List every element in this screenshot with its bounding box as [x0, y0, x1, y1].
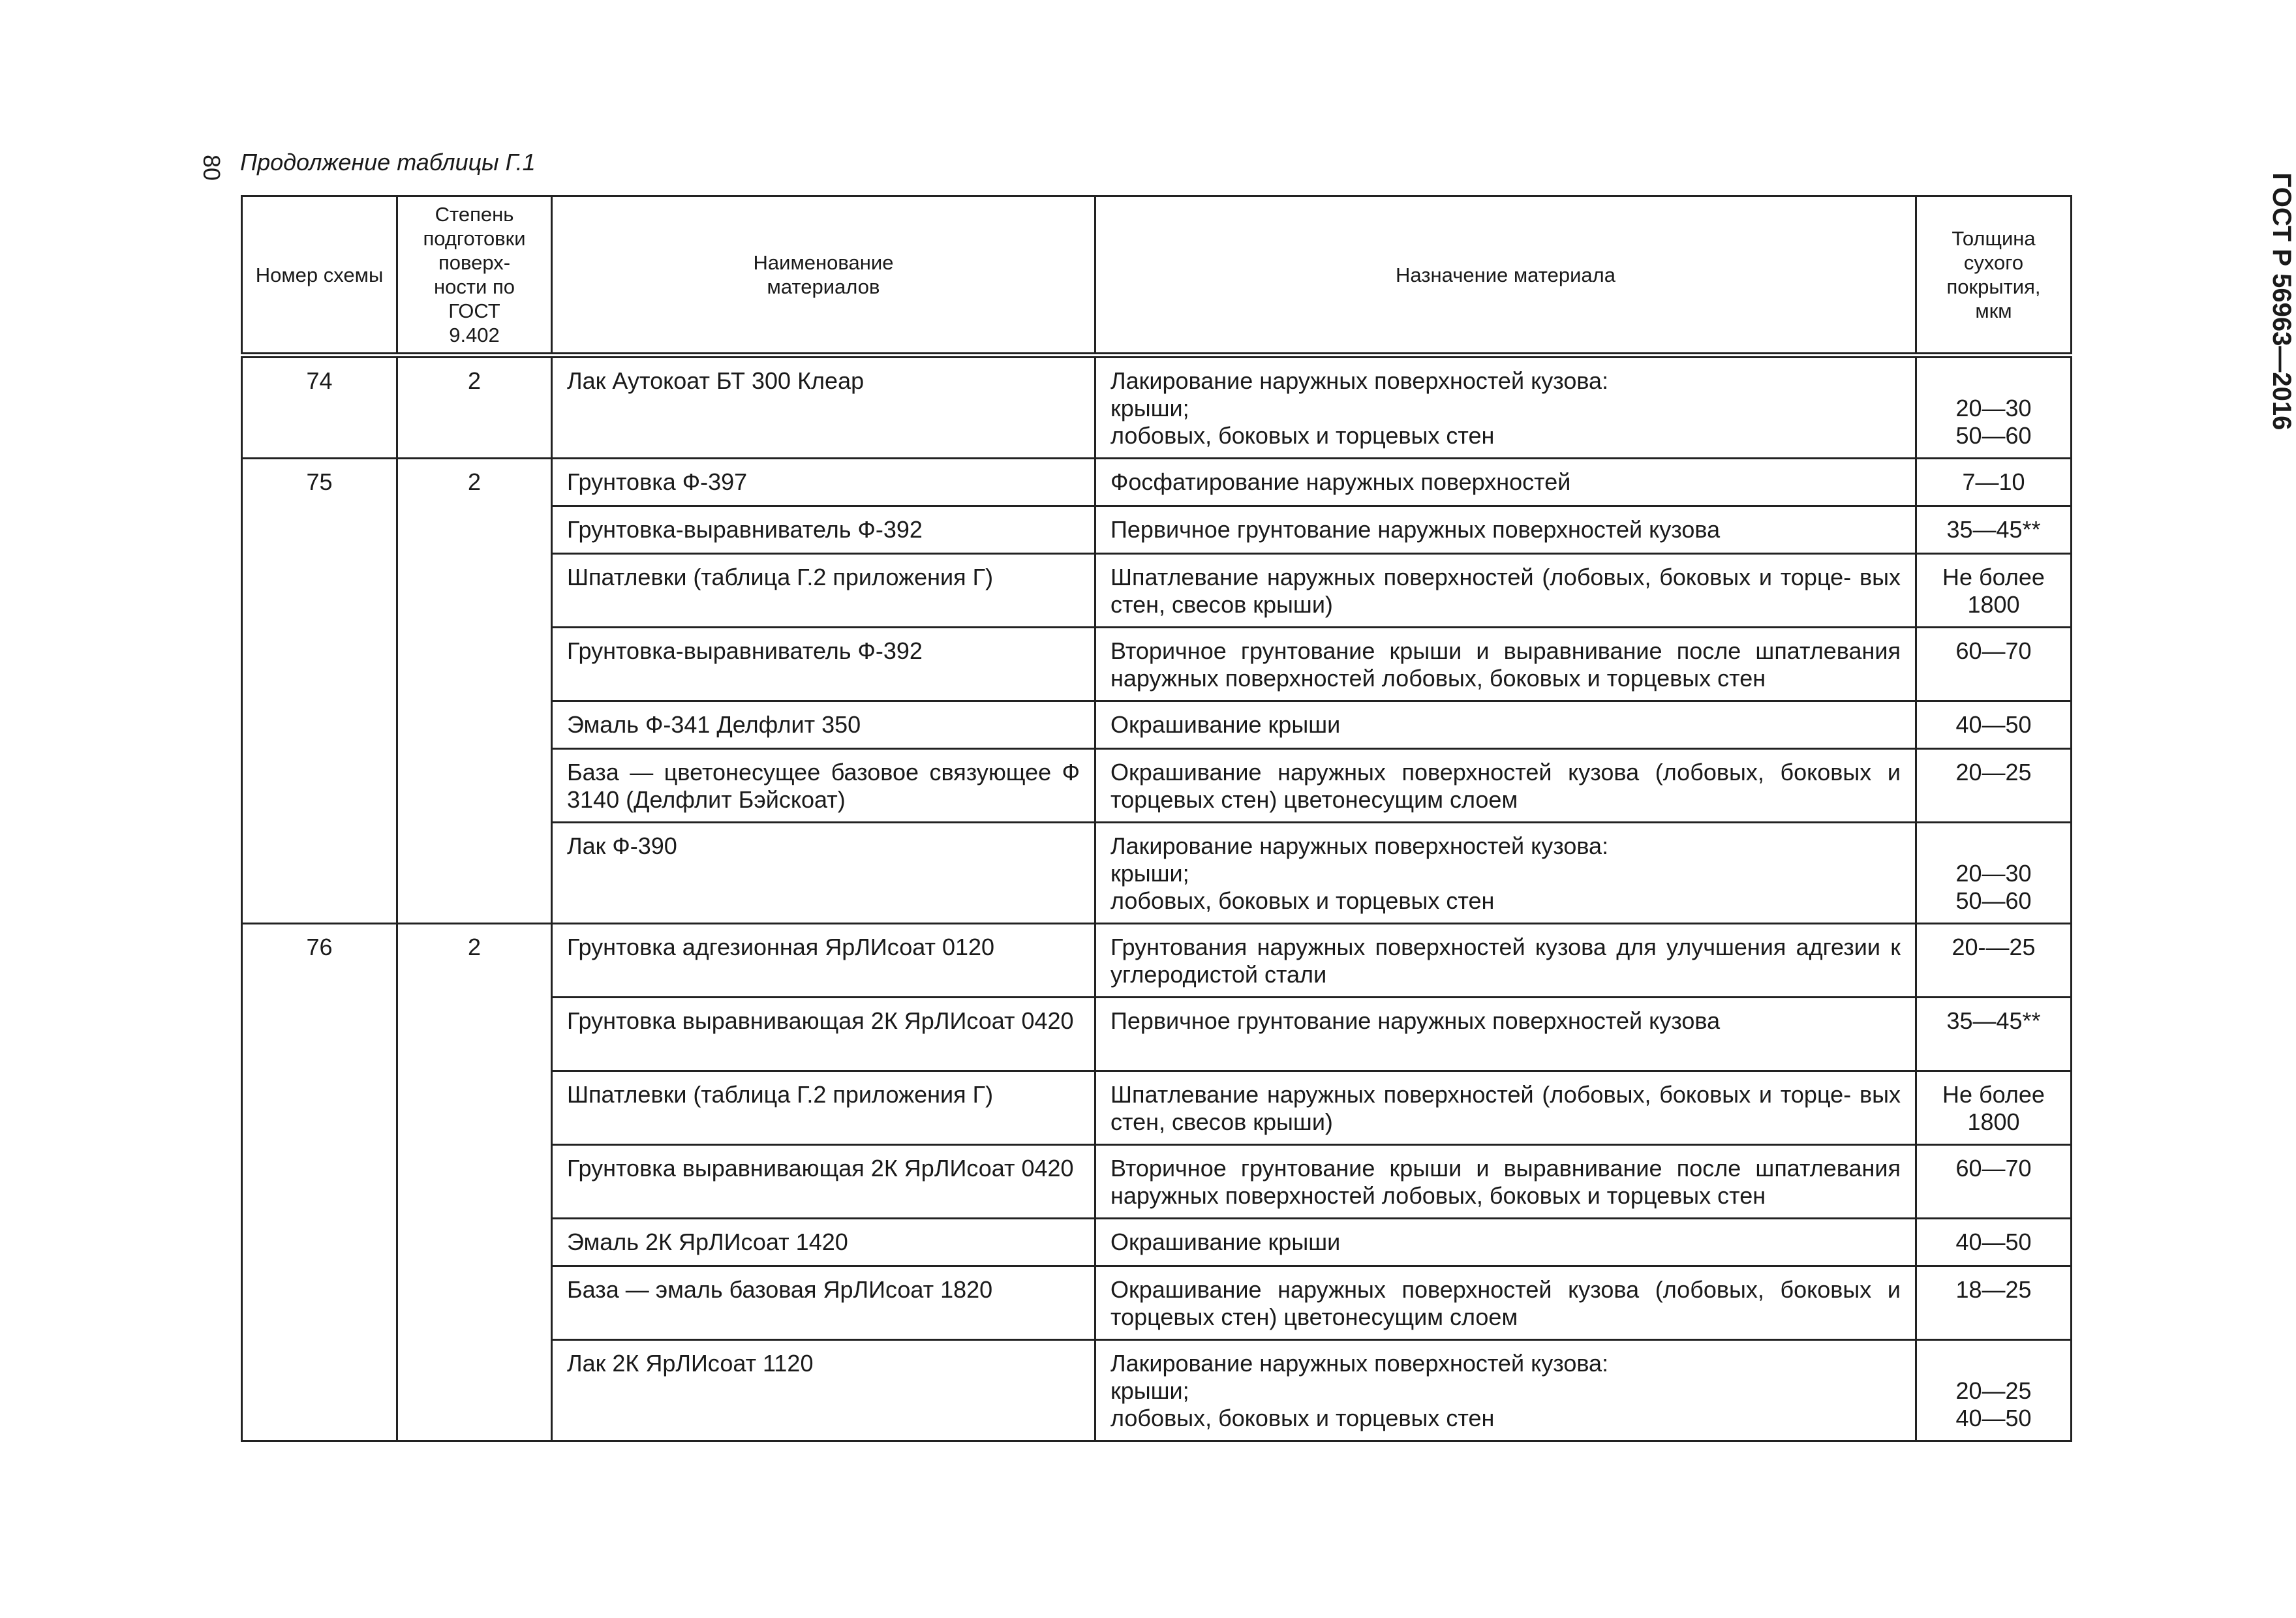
scheme-number-cell: 74 — [242, 356, 397, 459]
material-cell: Грунтовка Ф-397 — [552, 459, 1095, 506]
purpose-cell: Окрашивание крыши — [1095, 701, 1916, 749]
prep-degree-cell: 2 — [397, 924, 552, 1441]
header-scheme-number: Номер схемы — [242, 196, 397, 356]
thickness-cell: 18—25 — [1916, 1266, 2072, 1340]
scheme-number-cell: 75 — [242, 459, 397, 924]
purpose-cell: Вторичное грунтование крыши и выравнивание после шпатлевания наружных поверхностей лобовых, боковых и торцевых стен — [1095, 628, 1916, 701]
page-number: 80 — [198, 154, 226, 181]
material-cell: Шпатлевки (таблица Г.2 приложения Г) — [552, 1071, 1095, 1145]
material-cell: Лак Аутокоат БТ 300 Клеар — [552, 356, 1095, 459]
material-cell: Эмаль 2К ЯрЛИсоат 1420 — [552, 1219, 1095, 1266]
purpose-line: крыши; — [1110, 1377, 1189, 1404]
thickness-cell — [1916, 356, 2072, 459]
table-row — [242, 924, 2072, 998]
thickness-cell: 40—50 — [1916, 701, 2072, 749]
thickness-cell: 40—50 — [1916, 1219, 2072, 1266]
thickness-cell: 7—10 — [1916, 459, 2072, 506]
purpose-line: лобовых, боковых и торцевых стен — [1110, 422, 1495, 449]
thickness-line: 20—30 — [1955, 860, 2032, 887]
materials-table — [241, 195, 2072, 1442]
thickness-cell: Не более 1800 — [1916, 1071, 2072, 1145]
thickness-cell — [1916, 1340, 2072, 1441]
purpose-line: Лакирование наружных поверхностей кузова: — [1110, 1350, 1609, 1377]
thickness-cell: Не более 1800 — [1916, 554, 2072, 628]
purpose-line: крыши; — [1110, 395, 1189, 421]
table-caption: Продолжение таблицы Г.1 — [240, 149, 536, 176]
purpose-cell: Первичное грунтование наружных поверхностей кузова — [1095, 506, 1916, 554]
material-cell: Лак Ф-390 — [552, 823, 1095, 924]
thickness-line: 20—30 — [1955, 395, 2032, 421]
table-row — [242, 459, 2072, 506]
material-cell: Лак 2К ЯрЛИсоат 1120 — [552, 1340, 1095, 1441]
purpose-line: крыши; — [1110, 860, 1189, 887]
purpose-line: лобовых, боковых и торцевых стен — [1110, 1405, 1495, 1431]
purpose-cell: Грунтования наружных поверхностей кузова для улучшения адгезии к углеродистой стали — [1095, 924, 1916, 998]
purpose-cell: Фосфатирование наружных поверхностей — [1095, 459, 1916, 506]
header-surface-prep: Степень подготовки поверх- ности по ГОСТ 9.402 — [397, 196, 552, 356]
thickness-line: 50—60 — [1955, 887, 2032, 914]
purpose-line: Лакирование наружных поверхностей кузова: — [1110, 832, 1609, 859]
thickness-cell: 35—45** — [1916, 998, 2072, 1071]
table-header-row — [242, 196, 2072, 356]
material-cell: База — цветонесущее базовое связующее Ф 3140 (Делфлит Бэйскоат) — [552, 749, 1095, 823]
purpose-cell — [1095, 356, 1916, 459]
thickness-cell: 60—70 — [1916, 628, 2072, 701]
prep-degree-cell: 2 — [397, 356, 552, 459]
material-cell: Грунтовка выравнивающая 2К ЯрЛИсоат 0420 — [552, 1145, 1095, 1219]
purpose-cell — [1095, 823, 1916, 924]
purpose-cell: Шпатлевание наружных поверхностей (лобовых, боковых и торце- вых стен, свесов крыши) — [1095, 554, 1916, 628]
header-material-name: Наименование материалов — [552, 196, 1095, 356]
purpose-cell: Окрашивание наружных поверхностей кузова (лобовых, боковых и торцевых стен) цветонесущим слоем — [1095, 1266, 1916, 1340]
thickness-cell: 35—45** — [1916, 506, 2072, 554]
material-cell: Грунтовка выравнивающая 2К ЯрЛИсоат 0420 — [552, 998, 1095, 1071]
purpose-cell — [1095, 1340, 1916, 1441]
material-cell: База — эмаль базовая ЯрЛИсоат 1820 — [552, 1266, 1095, 1340]
thickness-cell: 20—25 — [1916, 749, 2072, 823]
header-dry-thickness: Толщина сухого покрытия, мкм — [1916, 196, 2072, 356]
purpose-cell: Окрашивание крыши — [1095, 1219, 1916, 1266]
material-cell: Грунтовка-выравниватель Ф-392 — [552, 628, 1095, 701]
prep-degree-cell: 2 — [397, 459, 552, 924]
thickness-cell: 60—70 — [1916, 1145, 2072, 1219]
purpose-cell: Шпатлевание наружных поверхностей (лобовых, боковых и торце- вых стен, свесов крыши) — [1095, 1071, 1916, 1145]
thickness-line: 20—25 — [1955, 1377, 2032, 1404]
thickness-cell: 20-—25 — [1916, 924, 2072, 998]
header-material-purpose: Назначение материала — [1095, 196, 1916, 356]
material-cell: Грунтовка-выравниватель Ф-392 — [552, 506, 1095, 554]
thickness-cell — [1916, 823, 2072, 924]
standard-code: ГОСТ Р 56963—2016 — [2267, 172, 2296, 431]
material-cell: Грунтовка адгезионная ЯрЛИсоат 0120 — [552, 924, 1095, 998]
thickness-line: 40—50 — [1955, 1405, 2032, 1431]
material-cell: Шпатлевки (таблица Г.2 приложения Г) — [552, 554, 1095, 628]
purpose-line: Лакирование наружных поверхностей кузова: — [1110, 367, 1609, 394]
scheme-number-cell: 76 — [242, 924, 397, 1441]
purpose-cell: Окрашивание наружных поверхностей кузова (лобовых, боковых и торцевых стен) цветонесущим слоем — [1095, 749, 1916, 823]
table-row — [242, 356, 2072, 459]
thickness-line: 50—60 — [1955, 422, 2032, 449]
purpose-line: лобовых, боковых и торцевых стен — [1110, 887, 1495, 914]
purpose-cell: Вторичное грунтование крыши и выравнивание после шпатлевания наружных поверхностей лобовых, боковых и торцевых стен — [1095, 1145, 1916, 1219]
purpose-cell: Первичное грунтование наружных поверхностей кузова — [1095, 998, 1916, 1071]
material-cell: Эмаль Ф-341 Делфлит 350 — [552, 701, 1095, 749]
